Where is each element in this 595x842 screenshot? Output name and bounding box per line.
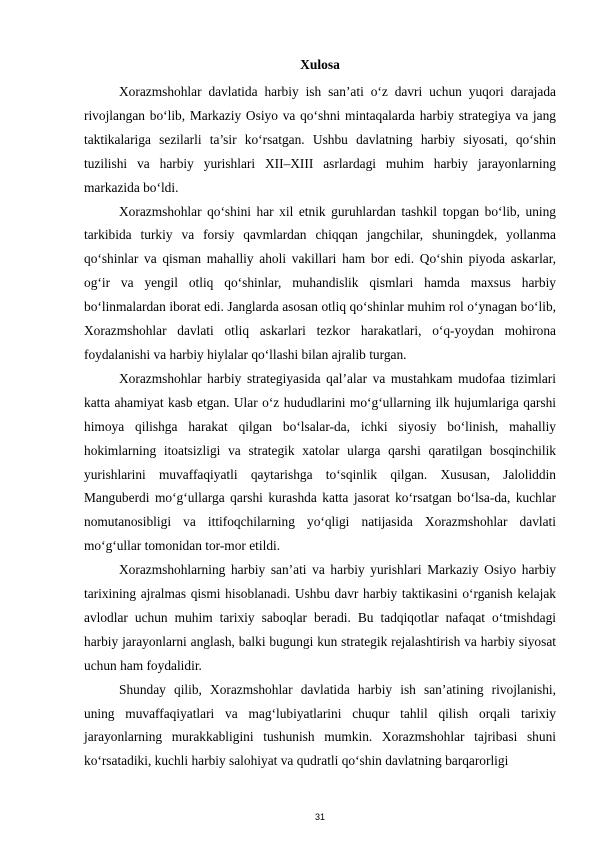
page-title: Xulosa [300,57,340,72]
paragraph-2: Xorazmshohlar qo‘shini har xil etnik guruhlardan tashkil topgan bo‘lib, uning tarkibida turkiy va forsiy qavmlardan chiqqan jangchilar, shuningdek, yollanma qo‘shinlar va qisman mahalliy aholi vakillari ham bor edi. Qo‘shin piyoda askarlar, og‘ir va yengil otliq qo‘shinlar, muhandislik qismlari hamda maxsus harbiy bo‘linmalardan iborat edi. Janglarda asosan otliq qo‘shinlar muhim rol o‘ynagan bo‘lib, Xorazmshohlar davlati otliq askarlari tezkor harakatlari, o‘q-yoydan mohirona foydalanishi va harbiy hiylalar qo‘llashi bilan ajralib turgan. [84,203,556,362]
paragraph-4: Xorazmshohlarning harbiy san’ati va harbiy yurishlari Markaziy Osiyo harbiy tarixining ajralmas qismi hisoblanadi. Ushbu davr harbiy taktikasini o‘rganish kelajak avlodlar uchun muhim tarixiy saboqlar beradi. Bu tadqiqotlar nafaqat o‘tmishdagi harbiy jarayonlarni anglash, balki bugungi kun strategik rejalashtirish va harbiy siyosat uchun ham foydalidir. [84,562,556,673]
paragraph-5: Shunday qilib, Xorazmshohlar davlatida harbiy ish san’atining rivojlanishi, uning muvaffaqiyatlari va mag‘lubiyatlarini chuqur tahlil qilish orqali tarixiy jarayonlarning murakkabligini tushunish mumkin. Xorazmshohlar tajribasi shuni ko‘rsatadiki, kuchli harbiy salohiyat va qudratli qo‘shin davlatning barqarorligi [84,681,556,769]
page-number: 31 [314,812,325,822]
body-text [84,80,556,773]
paragraph-3: Xorazmshohlar harbiy strategiyasida qal’alar va mustahkam mudofaa tizimlari katta ahamiyat kasb etgan. Ular o‘z hududlarini mo‘g‘ullarning ilk hujumlariga qarshi himoya qilishga harakat qilgan bo‘lsalar-da, ichki siyosiy bo‘linish, mahalliy hokimlarning itoatsizligi va strategik xatolar ularga qarshi qaratilgan bosqinchilik yurishlarini muvaffaqiyatli qaytarishga to‘sqinlik qilgan. Xususan, Jaloliddin Manguberdi mo‘g‘ullarga qarshi kurashda katta jasorat ko‘rsatgan bo‘lsa-da, kuchlar nomutanosibligi va ittifoqchilarning yo‘qligi natijasida Xorazmshohlar davlati mo‘g‘ullar tomonidan tor-mor etildi. [84,370,556,554]
paragraph-1: Xorazmshohlar davlatida harbiy ish san’ati o‘z davri uchun yuqori darajada rivojlangan bo‘lib, Markaziy Osiyo va qo‘shni mintaqalarda harbiy strategiya va jang taktikalariga sezilarli ta’sir ko‘rsatgan. Ushbu davlatning harbiy siyosati, qo‘shin tuzilishi va harbiy yurishlari XII–XIII asrlardagi muhim harbiy jarayonlarning markazida bo‘ldi. [84,84,556,195]
